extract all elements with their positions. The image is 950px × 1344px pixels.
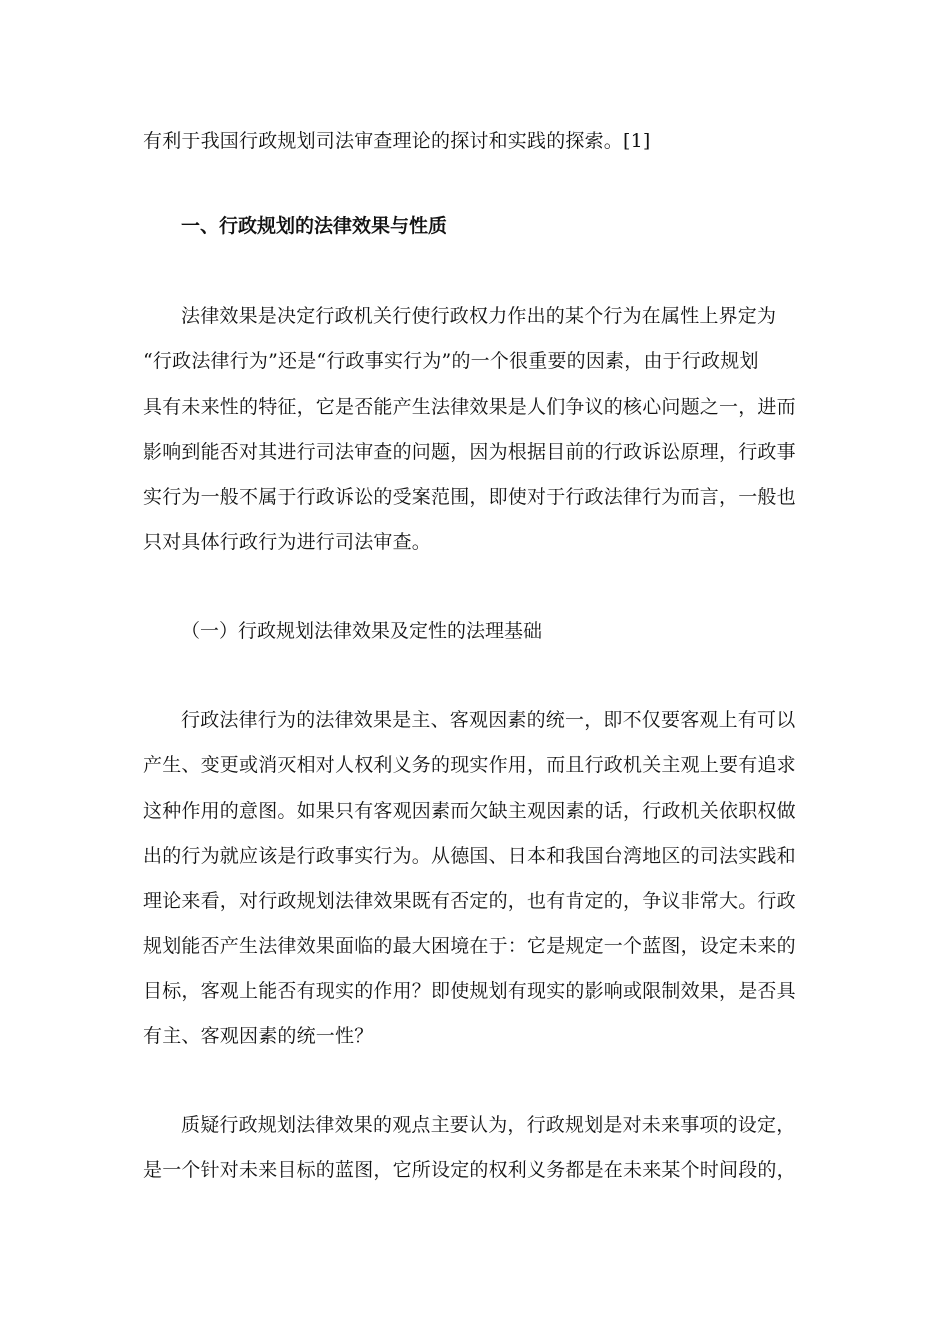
paragraph-line: 行政法律行为的法律效果是主、客观因素的统一，即不仅要客观上有可以 xyxy=(181,709,796,731)
paragraph-line: “行政法律行为”还是“行政事实行为”的一个很重要的因素，由于行政规划 xyxy=(143,350,759,372)
paragraph-line: 有主、客观因素的统一性？ xyxy=(143,1025,374,1047)
intro-line: 有利于我国行政规划司法审查理论的探讨和实践的探索。[1] xyxy=(143,130,651,152)
paragraph-line: 实行为一般不属于行政诉讼的受案范围，即使对于行政法律行为而言，一般也 xyxy=(143,486,796,508)
paragraph-line: 影响到能否对其进行司法审查的问题，因为根据目前的行政诉讼原理，行政事 xyxy=(143,441,796,463)
paragraph-line: 这种作用的意图。如果只有客观因素而欠缺主观因素的话，行政机关依职权做 xyxy=(143,800,796,822)
paragraph-line: 产生、变更或消灭相对人权利义务的现实作用，而且行政机关主观上要有追求 xyxy=(143,754,796,776)
subsection-heading: （一）行政规划法律效果及定性的法理基础 xyxy=(181,620,543,642)
paragraph-line: 规划能否产生法律效果面临的最大困境在于：它是规定一个蓝图，设定未来的 xyxy=(143,935,796,957)
paragraph-line: 具有未来性的特征，它是否能产生法律效果是人们争议的核心问题之一，进而 xyxy=(143,396,796,418)
paragraph-line: 理论来看，对行政规划法律效果既有否定的，也有肯定的，争议非常大。行政 xyxy=(143,890,796,912)
paragraph-line: 出的行为就应该是行政事实行为。从德国、日本和我国台湾地区的司法实践和 xyxy=(143,845,796,867)
section-heading: 一、行政规划的法律效果与性质 xyxy=(181,215,448,237)
paragraph-line: 目标，客观上能否有现实的作用？即使规划有现实的影响或限制效果，是否具 xyxy=(143,980,796,1002)
paragraph-line: 质疑行政规划法律效果的观点主要认为，行政规划是对未来事项的设定， xyxy=(181,1114,796,1136)
paragraph-line: 是一个针对未来目标的蓝图，它所设定的权利义务都是在未来某个时间段的， xyxy=(143,1159,796,1181)
paragraph-line: 法律效果是决定行政机关行使行政权力作出的某个行为在属性上界定为 xyxy=(181,305,777,327)
paragraph-line: 只对具体行政行为进行司法审查。 xyxy=(143,531,432,553)
